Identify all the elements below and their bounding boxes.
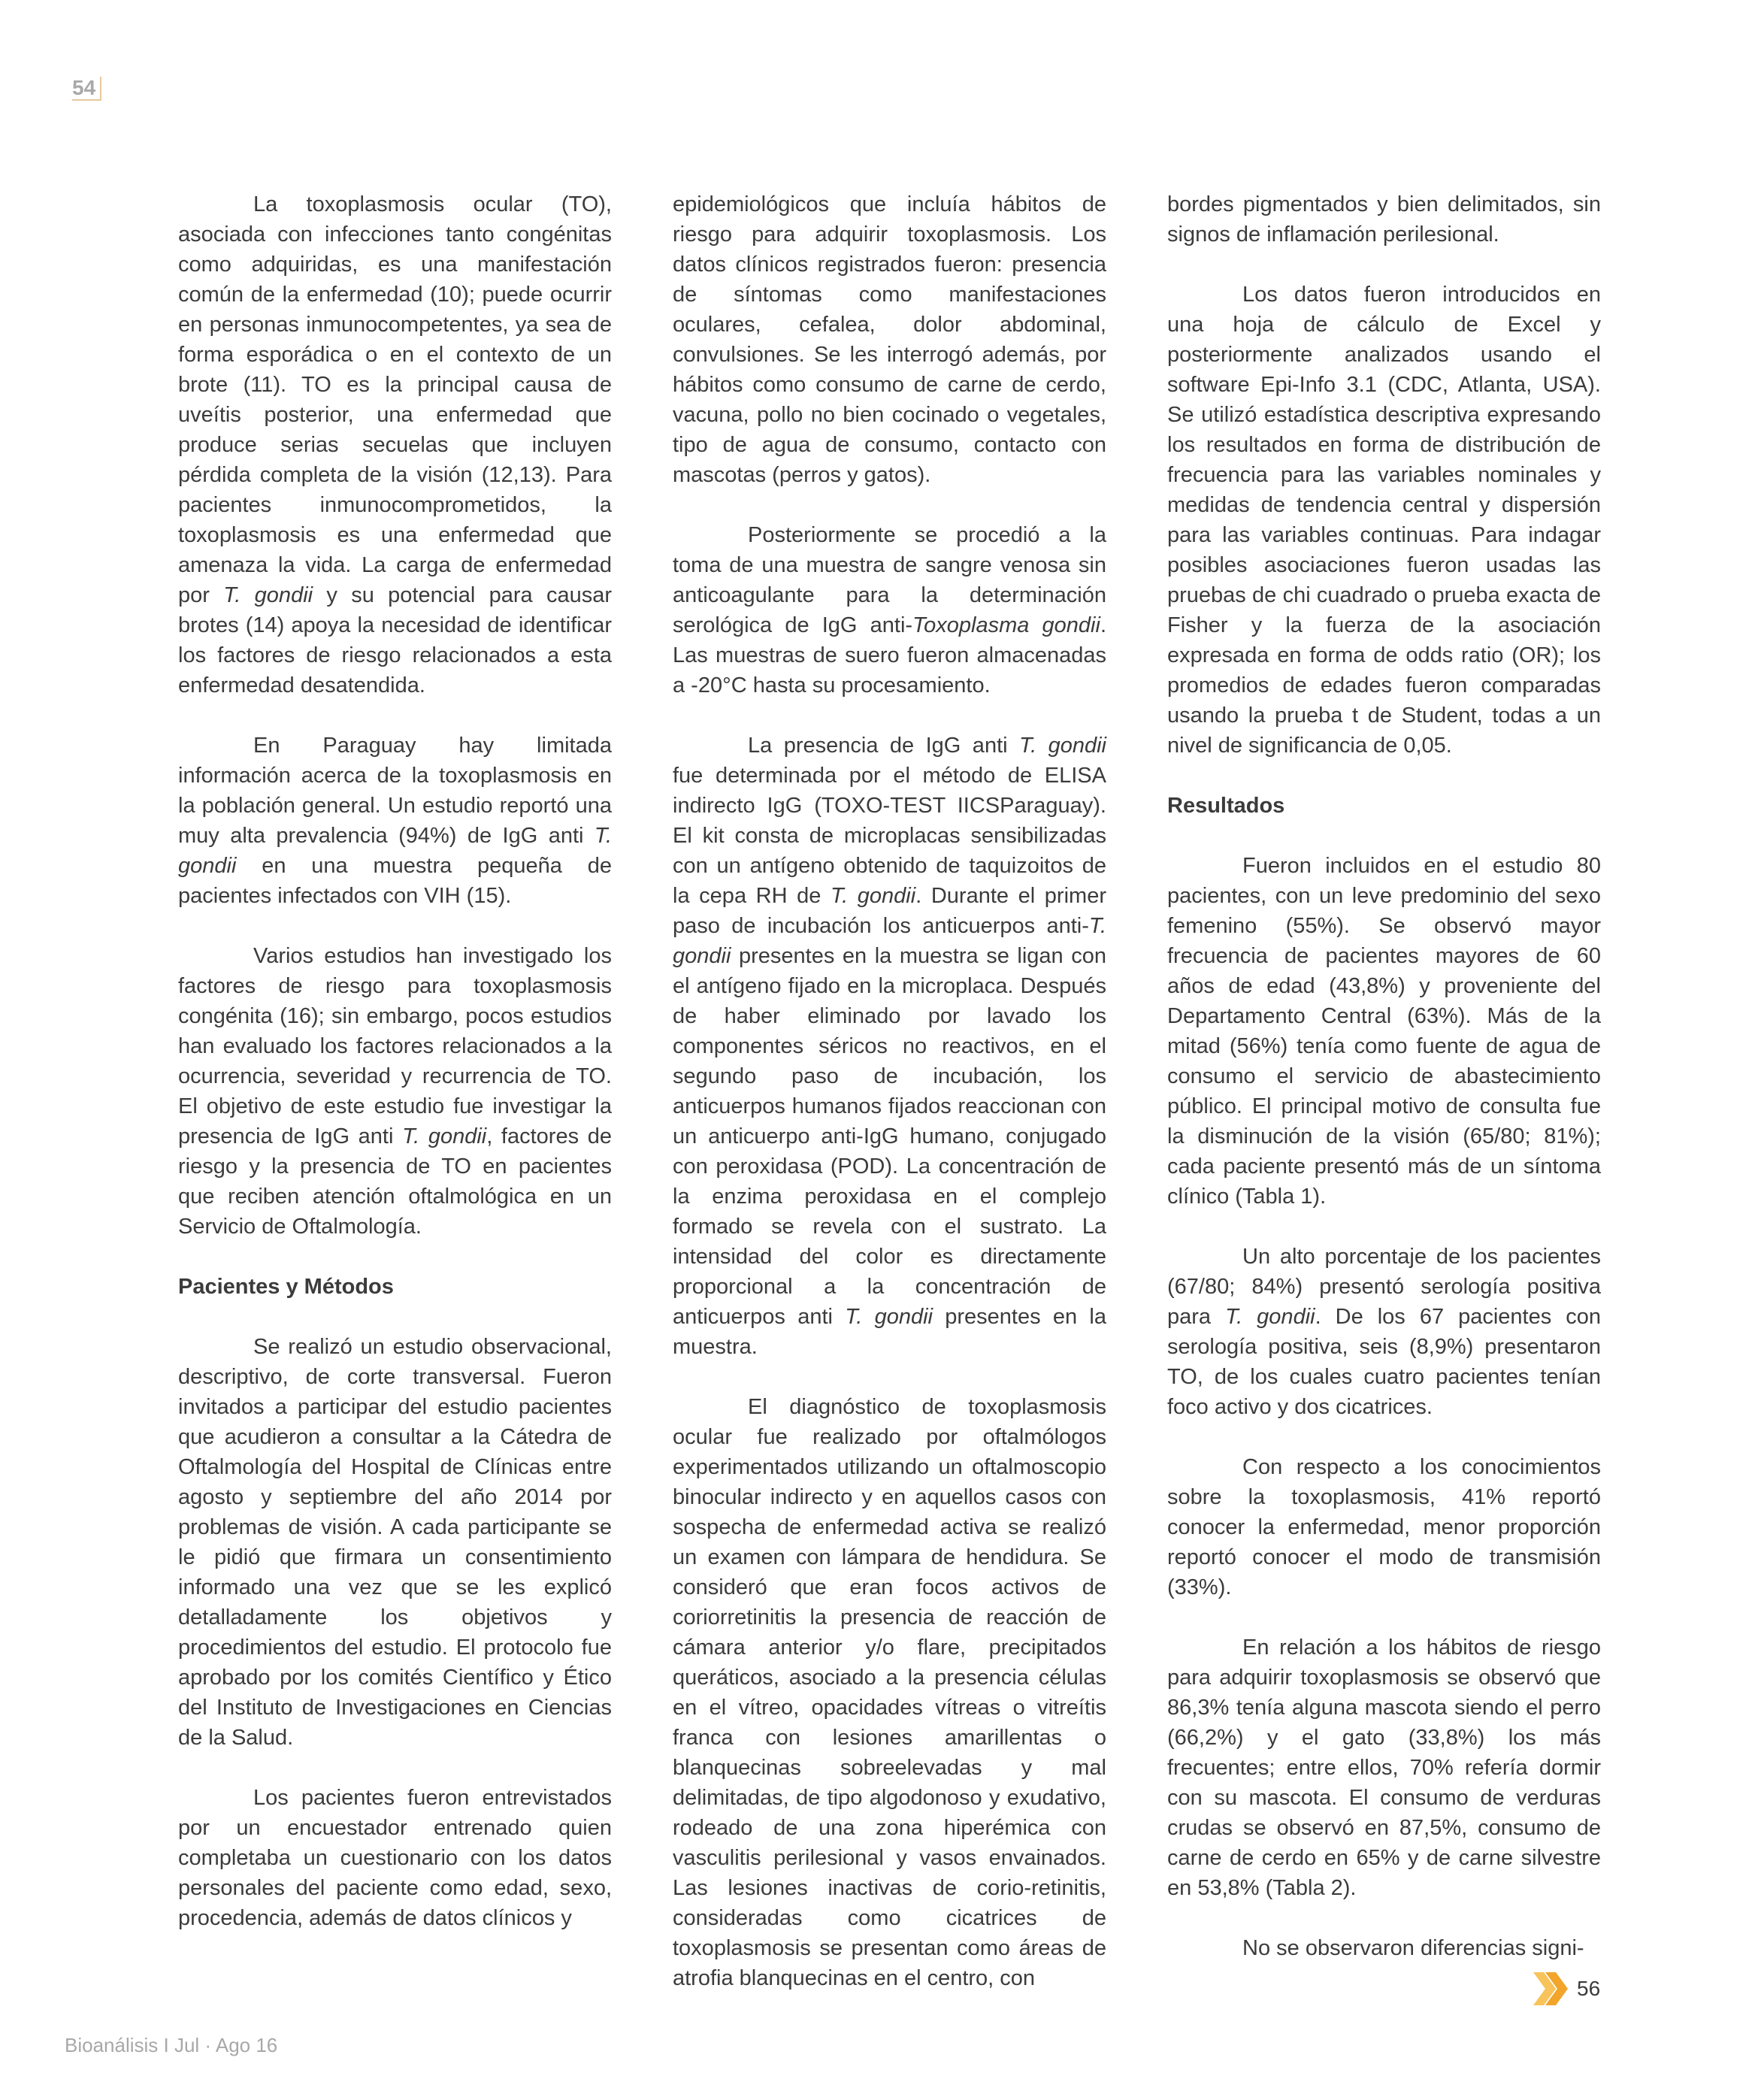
paragraph: Fueron incluidos en el estudio 80 pacientes, con un leve predominio del sexo femenino (55%). Se observó mayor frecuencia de pacientes mayores de 60 años de edad (43,8%) y proveniente del Departamento Central (63%). Más de la mitad (56%) tenía como fuente de agua de consumo el servicio de abastecimiento público. El principal motivo de consulta fue la disminución de la visión (65/80; 81%); cada paciente presentó más de un síntoma clínico (Tabla 1). (1167, 854, 1601, 1209)
footer-page-number: 56 (1577, 1977, 1601, 2000)
paragraph: La toxoplasmosis ocular (TO), asociada con infecciones tanto congénitas como adquiridas, es una manifestación común de la enfermedad (10); puede ocurrir en personas inmunocompetentes, ya sea de forma esporádica o en el contexto de un brote (11). TO es la principal causa de uveítis posterior, una enfermedad que produce serias secuelas que incluyen pérdida completa de la visión (12,13). Para pacientes inmunocomprometidos, la toxoplasmosis es una enfermedad que amenaza la vida. La carga de enfermedad por T. gondii y su potencial para causar brotes (14) apoya la necesidad de identificar los factores de riesgo relacionados a esta enfermedad desatendida. (178, 192, 612, 697)
column-3 (1167, 189, 1601, 1963)
paragraph: No se observaron diferencias signi- (1242, 1936, 1584, 1960)
column-2 (673, 189, 1106, 1993)
paragraph: Con respecto a los conocimientos sobre la toxoplasmosis, 41% reportó conocer la enfermedad, menor proporción reportó conocer el modo de transmisión (33%). (1167, 1455, 1601, 1599)
paragraph: Se realizó un estudio observacional, descriptivo, de corte transversal. Fueron invitados a participar del estudio pacientes que acudieron a consultar a la Cátedra de Oftalmología del Hospital de Clínicas entre agosto y septiembre del año 2014 por problemas de visión. A cada participante se le pidió que firmara un consentimiento informado una vez que se les explicó detalladamente los objetivos y procedimientos del estudio. El protocolo fue aprobado por los comités Científico y Ético del Instituto de Investigaciones en Ciencias de la Salud. (178, 1335, 612, 1750)
paragraph: En Paraguay hay limitada información acerca de la toxoplasmosis en la población general. Un estudio reportó una muy alta prevalencia (94%) de IgG anti T. gondii en una muestra pequeña de pacientes infectados con VIH (15). (178, 734, 612, 908)
paragraph: En relación a los hábitos de riesgo para adquirir toxoplasmosis se observó que 86,3% tenía alguna mascota siendo el perro (66,2%) y el gato (33,8%) los más frecuentes; entre ellos, 70% refería dormir con su mascota. El consumo de verduras crudas se observó en 87,5%, consumo de carne de cerdo en 65% y de carne silvestre en 53,8% (Tabla 2). (1167, 1636, 1601, 1900)
paragraph: Varios estudios han investigado los factores de riesgo para toxoplasmosis congénita (16); sin embargo, pocos estudios han evaluado los factores relacionados a la ocurrencia, severidad y recurrencia de TO. El objetivo de este estudio fue investigar la presencia de IgG anti T. gondii, factores de riesgo y la presencia de TO en pacientes que reciben atención oftalmológica en un Servicio de Oftalmología. (178, 944, 612, 1239)
double-chevron-right-icon (1533, 1972, 1569, 2005)
paragraph: La presencia de IgG anti T. gondii fue determinada por el método de ELISA indirecto IgG (TOXO-TEST IICSParaguay). El kit consta de microplacas sensibilizadas con un antígeno obtenido de taquizoitos de la cepa RH de T. gondii. Durante el primer paso de incubación los anticuerpos anti-T. gondii presentes en la muestra se ligan con el antígeno fijado en la microplaca. Después de haber eliminado por lavado los componentes séricos no reactivos, en el segundo paso de incubación, los anticuerpos humanos fijados reaccionan con un anticuerpo anti-IgG humano, conjugado con peroxidasa (POD). La concentración de la enzima peroxidasa en el complejo formado se revela con el sustrato. La intensidad del color es directamente proporcional a la concentración de anticuerpos anti T. gondii presentes en la muestra. (673, 734, 1106, 1359)
footer-journal: Bioanálisis I Jul · Ago 16 (65, 2034, 278, 2056)
section-heading-methods: Pacientes y Métodos (178, 1275, 394, 1299)
paragraph: El diagnóstico de toxoplasmosis ocular fue realizado por oftalmólogos experimentados utilizando un oftalmoscopio binocular indirecto y en aquellos casos con sospecha de enfermedad activa se realizó un examen con lámpara de hendidura. Se consideró que eran focos activos de coriorretinitis la presencia de reacción de cámara anterior y/o flare, precipitados queráticos, asociado a la presencia células en el vítreo, opacidades vítreas o vitreítis franca con lesiones amarillentas o blanquecinas sobreelevadas y mal delimitadas, de tipo algodonoso y exudativo, rodeado de una zona hiperémica con vasculitis perilesional y vasos envainados. Las lesiones inactivas de corio-retinitis, consideradas como cicatrices de toxoplasmosis se presentan como áreas de atrofia blanquecinas en el centro, con (673, 1395, 1106, 1990)
header-page-number: 54 (72, 77, 101, 101)
paragraph: Posteriormente se procedió a la toma de una muestra de sangre venosa sin anticoagulante para la determinación serológica de IgG anti-Toxoplasma gondii. Las muestras de suero fueron almacenadas a -20°C hasta su procesamiento. (673, 523, 1106, 697)
paragraph: Un alto porcentaje de los pacientes (67/80; 84%) presentó serología positiva para T. gondii. De los 67 pacientes con serología positiva, seis (8,9%) presentaron TO, de los cuales cuatro pacientes tenían foco activo y dos cicatrices. (1167, 1245, 1601, 1419)
column-1 (178, 189, 612, 1933)
paragraph: Los datos fueron introducidos en una hoja de cálculo de Excel y posteriormente analizados usando el software Epi-Info 3.1 (CDC, Atlanta, USA). Se utilizó estadística descriptiva expresando los resultados en forma de distribución de frecuencia para las variables nominales y medidas de tendencia central y dispersión para las variables continuas. Para indagar posibles asociaciones fueron usadas las pruebas de chi cuadrado o prueba exacta de Fisher y la fuerza de la asociación expresada en forma de odds ratio (OR); los promedios de edades fueron comparadas usando la prueba t de Student, todas a un nivel de significancia de 0,05. (1167, 283, 1601, 758)
paragraph: epidemiológicos que incluía hábitos de riesgo para adquirir toxoplasmosis. Los datos clínicos registrados fueron: presencia de síntomas como manifestaciones oculares, cefalea, dolor abdominal, convulsiones. Se les interrogó además, por hábitos como consumo de carne de cerdo, vacuna, pollo no bien cocinado o vegetales, tipo de agua de consumo, contacto con mascotas (perros y gatos). (673, 192, 1106, 487)
paragraph: Los pacientes fueron entrevistados por un encuestador entrenado quien completaba un cuestionario con los datos personales del paciente como edad, sexo, procedencia, además de datos clínicos y (178, 1786, 612, 1930)
section-heading-results: Resultados (1167, 794, 1285, 818)
paragraph: bordes pigmentados y bien delimitados, sin signos de inflamación perilesional. (1167, 192, 1601, 247)
